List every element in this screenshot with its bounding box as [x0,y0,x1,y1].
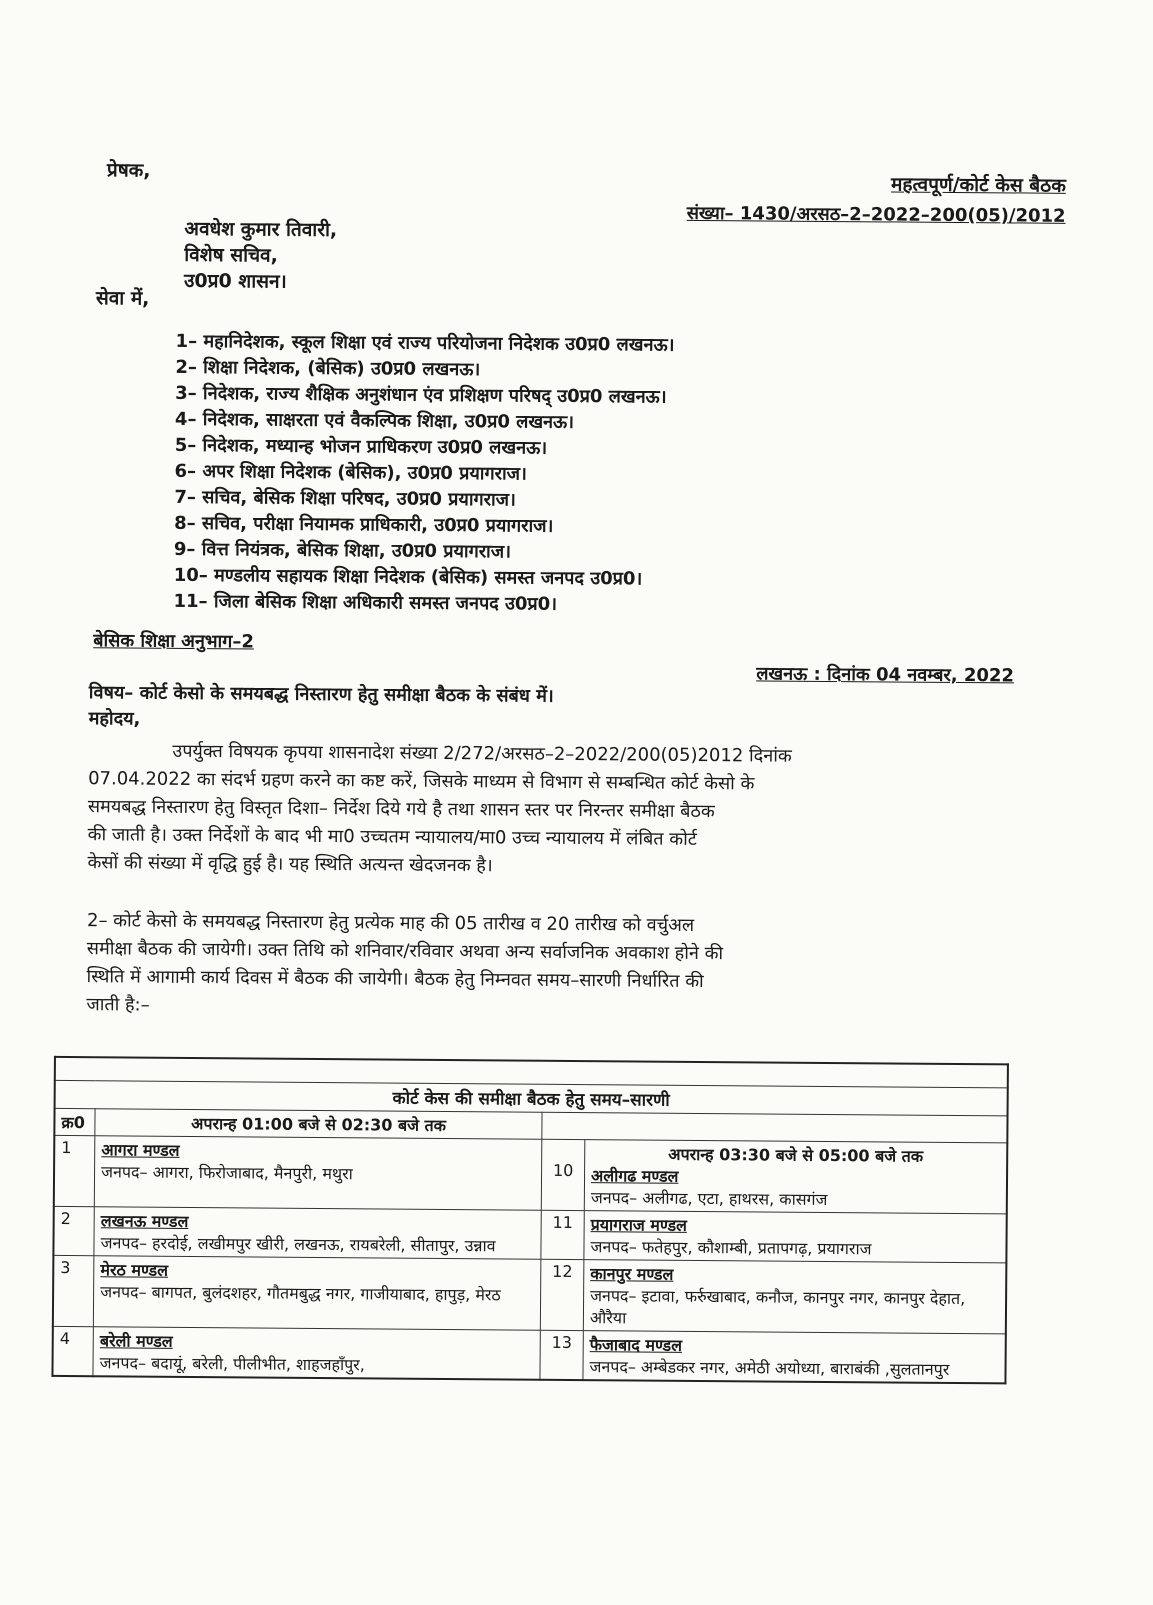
paragraph-line: 2– कोर्ट केसो के समयबद्ध निस्तारण हेतु प्रत्येक माह की 05 तारीख व 20 तारीख को वर्चुअल [86,910,695,936]
recipient-item: 6– अपर शिक्षा निदेशक (बेसिक), उ0प्र0 प्रयागराज। [174,460,527,485]
mandal-name: कानपुर मण्डल [590,1264,674,1284]
district-list: जनपद– इटावा, फर्रुखाबाद, कनौज, कानपुर नगर, कानपुर देहात, औरैया [589,1286,966,1328]
district-list: जनपद– बदायूं, बरेली, पीलीभीत, शाहजहाँपुर, [99,1353,365,1375]
recipient-item: 11– जिला बेसिक शिक्षा अधिकारी समस्त जनपद उ0प्र0। [173,590,558,615]
recipient-item: 3– निदेशक, राज्य शैक्षिक अनुशंधान एंव प्रशिक्षण परिषद् उ0प्र0 लखनऊ। [175,382,667,408]
sender-label: प्रेषक, [106,159,151,182]
district-list: जनपद– अलीगढ, एटा, हाथरस, कासगंज [590,1188,828,1209]
mandal-name: आगरा मण्डल [101,1140,180,1160]
salutation: महोदय, [88,708,141,730]
paragraph-line: 07.04.2022 का संदर्भ ग्रहण करने का कष्ट करें, जिसके माध्यम से विभाग से सम्बन्धित कोर्ट केसो के [88,768,755,795]
to-label: सेवा में, [95,287,150,310]
importance-tag: महत्वपूर्ण/कोर्ट केस बैठक [890,173,1066,197]
table-title: कोर्ट केस की समीक्षा बैठक हेतु समय–सारणी [55,1080,1008,1115]
mandal-name: मेरठ मण्डल [100,1260,169,1280]
district-list: जनपद– अम्बेडकर नगर, अमेठी अयोध्या, बाराबंकी ,सुलतानपुर [589,1357,950,1379]
row-number: 12 [541,1259,584,1330]
table-row [53,1255,1007,1333]
paragraph-line: जाती है:– [86,994,150,1016]
recipient-item: 2– शिक्षा निदेशक, (बेसिक) उ0प्र0 लखनऊ। [175,356,481,381]
district-list: जनपद– बागपत, बुलंदशहर, गौतमबुद्ध नगर, गाजीयाबाद, हापुड़, मेरठ [100,1282,501,1305]
sender-office: उ0प्र0 शासन। [183,269,287,293]
serial-header: क्र0 [54,1108,95,1135]
sender-name: अवधेश कुमार तिवारी, [184,217,338,242]
paragraph-line: समीक्षा बैठक की जायेगी। उक्त तिथि को शनिवार/रविवार अथवा अन्य सर्वाजनिक अवकाश होने की [86,938,724,965]
mandal-name: फैजाबाद मण्डल [589,1335,683,1355]
mandal-name: लखनऊ मण्डल [100,1211,189,1231]
row-number: 4 [52,1326,93,1376]
paragraph-line: की जाती है। उक्त निर्देशों के बाद भी मा0 उच्चतम न्यायालय/मा0 उच्च न्यायालय में लंबित कोर्ट [87,824,697,850]
schedule-table [51,1056,1008,1384]
recipient-item: 7– सचिव, बेसिक शिक्षा परिषद, उ0प्र0 प्रयागराज। [174,486,516,511]
row-number: 11 [541,1210,584,1259]
paragraph-line: स्थिति में आगामी कार्य दिवस में बैठक की जायेगी। बैठक हेतु निम्नवत समय–सारणी निर्धारित की [86,966,704,993]
recipient-item: 5– निदेशक, मध्यान्ह भोजन प्राधिकरण उ0प्र0 लखनऊ। [174,434,548,459]
mandal-name: बरेली मण्डल [99,1331,173,1351]
slot-left-header: अपरान्ह 01:00 बजे से 02:30 बजे तक [95,1109,542,1140]
sender-designation: विशेष सचिव, [184,243,278,267]
mandal-name: अलीगढ मण्डल [590,1166,679,1186]
date-line: लखनऊ : दिनांक 04 नवम्बर, 2022 [756,663,1015,687]
row-number: 10 [552,1160,574,1180]
table-row [54,1135,1008,1213]
row-number: 2 [53,1206,94,1255]
paragraph-line: उपर्युक्त विषयक कृपया शासनादेश संख्या 2/272/अरसठ–2–2022/200(05)2012 दिनांक [172,740,792,767]
recipient-item: 1– महानिदेशक, स्कूल शिक्षा एवं राज्य परियोजना निदेशक उ0प्र0 लखनऊ। [175,330,675,356]
district-list: जनपद– आगरा, फिरोजाबाद, मैनपुरी, मथुरा [101,1162,353,1184]
paragraph-line: समयबद्ध निस्तारण हेतु विस्तृत दिशा– निर्देश दिये गये है तथा शासन स्तर पर निरन्तर समीक्षा बैठक [87,796,715,823]
recipient-item: 8– सचिव, परीक्षा नियामक प्राधिकारी, उ0प्र0 प्रयागराज। [174,512,554,537]
row-number: 1 [54,1135,95,1206]
reference-number: संख्या– 1430/अरसठ–2–2022–200(05)/2012 [686,202,1066,227]
recipient-item: 9– वित्त नियंत्रक, बेसिक शिक्षा, उ0प्र0 प्रयागराज। [173,538,512,563]
table-row [53,1206,1006,1262]
district-list: जनपद– फतेहपुर, कौशाम्बी, प्रतापगढ़, प्रयागराज [590,1237,872,1259]
row-number: 13 [540,1330,583,1380]
subject-line: विषय– कोर्ट केसो के समयबद्ध निस्तारण हेतु समीक्षा बैठक के संबंध में। [88,682,554,707]
table-row [52,1326,1005,1383]
paragraph-line: केसों की संख्या में वृद्धि हुई है। यह स्थिति अत्यन्त खेदजनक है। [87,852,493,877]
recipient-item: 4– निदेशक, साक्षरता एवं वैकल्पिक शिक्षा, उ0प्र0 लखनऊ। [174,408,575,433]
slot-right-header: अपरान्ह 03:30 बजे से 05:00 बजे तक [668,1144,924,1166]
recipient-item: 10– मण्डलीय सहायक शिक्षा निदेशक (बेसिक) समस्त जनपद उ0प्र0। [173,564,643,590]
district-list: जनपद– हरदोई, लखीमपुर खीरी, लखनऊ, रायबरेली, सीतापुर, उन्नाव [100,1233,496,1256]
mandal-name: प्रयागराज मण्डल [590,1215,687,1235]
row-number: 3 [53,1255,94,1326]
section-name: बेसिक शिक्षा अनुभाग–2 [93,630,254,653]
